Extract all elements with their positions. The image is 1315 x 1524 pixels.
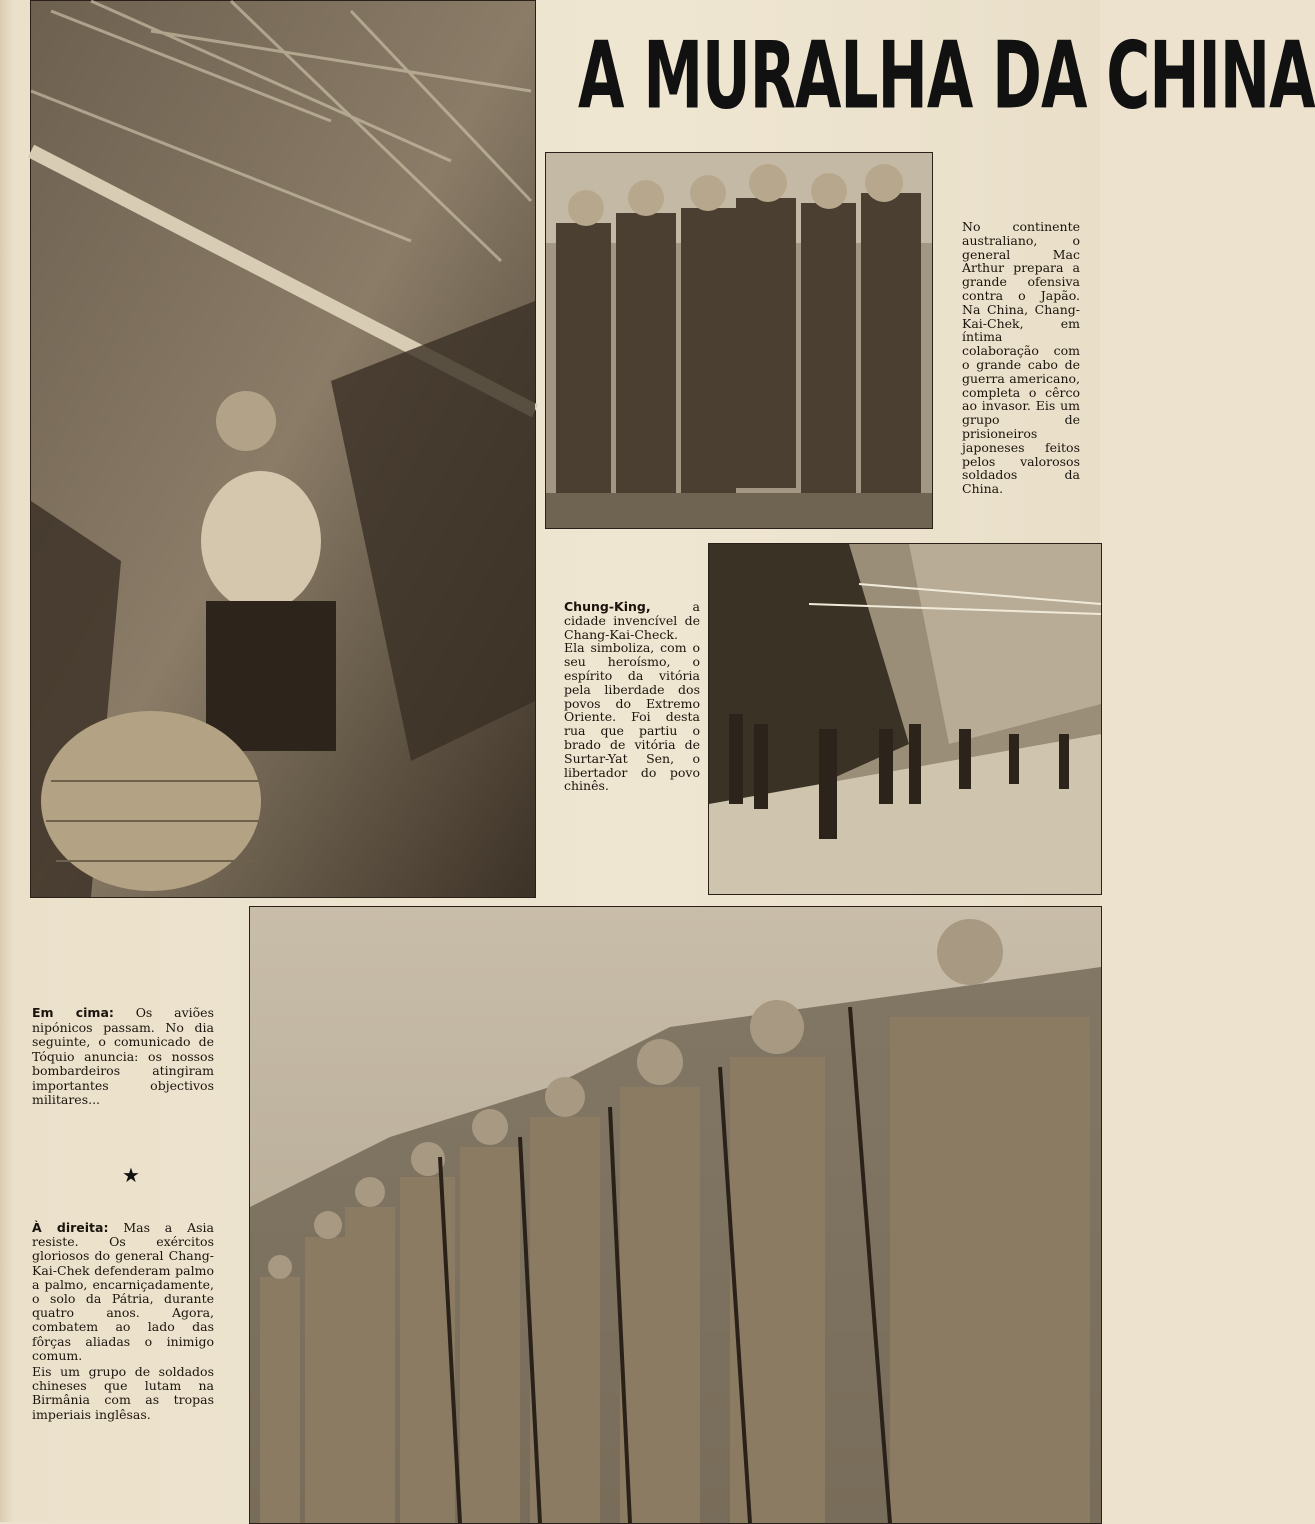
caption-right-text: Mas a Asia resiste. Os exércitos gloriosos do general Chang-Kai-Chek defenderam palmo a palmo, encarniçadamente, o solo da Pátria, durante quatro anos. Agora, combatem ao lado das fôrças aliadas o inimigo comum. xyxy=(32,1220,214,1363)
caption-top-text: Os aviões nipónicos passam. No dia seguinte, o comunicado de Tóquio anuncia: os nossos bombardeiros atingiram importantes objectivos militares... xyxy=(32,1005,214,1107)
caption-right xyxy=(32,1221,214,1422)
photo-woman-ruins xyxy=(30,0,536,898)
caption-chungking-text: a cidade invencível de Chang-Kai-Check. Ela simboliza, com o seu heroísmo, o espírito da vitória pela liberdade dos povos do Extremo Oriente. Foi desta rua que partiu o brado de vitória de Surtar-Yat Sen, o libertador do povo chinês. xyxy=(564,599,700,794)
caption-prisoners xyxy=(962,220,1080,496)
photo-japanese-prisoners xyxy=(545,152,933,529)
caption-chungking-lead: Chung-King, xyxy=(564,599,651,614)
caption-prisoners-text: No continente australiano, o general Mac Arthur prepara a grande ofensiva contra o Japão. Na China, Chang-Kai-Chek, em íntima colaboração com o grande cabo de guerra americano, completa o cêrco ao invasor. Eis um grupo de prisioneiros japoneses feitos pelos valorosos soldados da China. xyxy=(962,219,1080,497)
caption-right-lead: À direita: xyxy=(32,1220,109,1235)
caption-top-lead: Em cima: xyxy=(32,1005,114,1020)
photo-chungking-street xyxy=(708,543,1102,895)
star-divider: ★ xyxy=(122,1163,140,1187)
caption-right-text-2: Eis um grupo de soldados chineses que lutam na Birmânia com as tropas imperiais inglêsas. xyxy=(32,1364,214,1422)
page-headline: A MURALHA DA CHINA xyxy=(578,22,1315,131)
caption-chungking xyxy=(564,600,700,793)
photo-chinese-soldiers xyxy=(249,906,1102,1524)
caption-top xyxy=(32,1006,214,1108)
